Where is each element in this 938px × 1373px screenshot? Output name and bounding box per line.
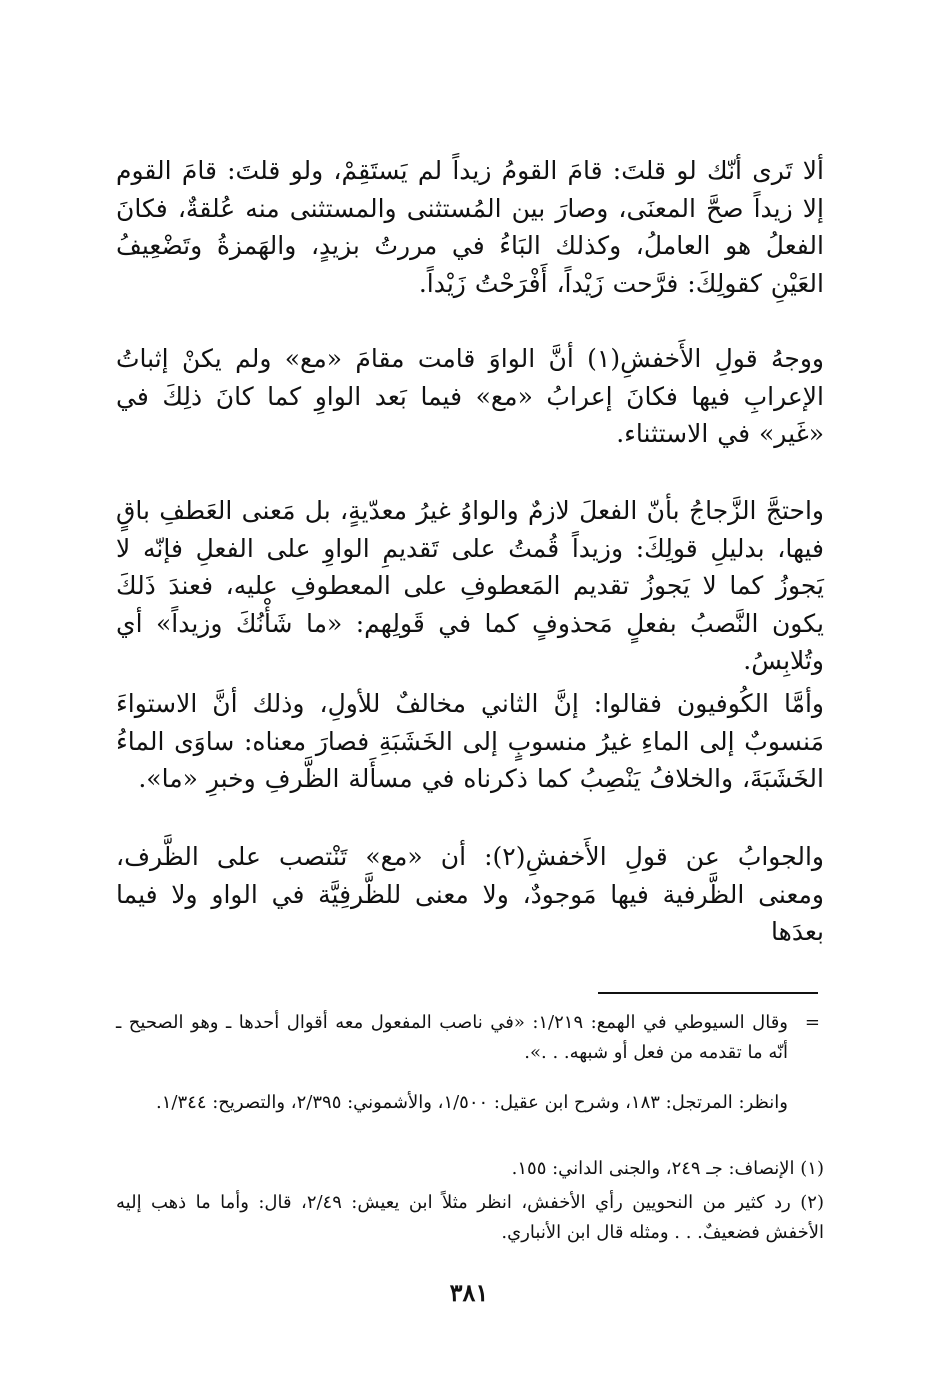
- footnote-separator: [598, 992, 818, 994]
- footnote-1: (١) الإنصاف: جـ ٢٤٩، والجنى الداني: ١٥٥.: [511, 1158, 824, 1179]
- footnotes: [116, 1008, 824, 1243]
- footnote-see-also: وانظر: المرتجل: ١٨٣، وشرح ابن عقيل: ١/٥٠٠، والأشموني: ٢/٣٩٥، والتصريح: ١/٣٤٤.: [156, 1092, 788, 1113]
- footnote-2: (٢) رد كثير من النحويين رأي الأخفش، انظر مثلاً ابن يعيش: ٢/٤٩، قال: وأما ما ذهب إليه الأخفش فضعيفٌ. . . ومثله قال ابن الأنباري.: [116, 1192, 824, 1243]
- page-number: ٣٨١: [449, 1278, 489, 1307]
- footnote-continued-text: وقال السيوطي في الهمع: ١/٢١٩: «في ناصب المفعول معه أقوال أحدها ـ وهو الصحيح ـ أنّه ما تقدمه من فعل أو شبهه. . .».: [116, 1012, 788, 1063]
- paragraph-2: ووجهُ قولِ الأَخفشِ(١) أنَّ الواوَ قامت مقامَ «مع» ولم يكنْ إثباتُ الإعرابِ فيها فكانَ إعرابُ «مع» فيما بَعد الواوِ كما كانَ ذلِكَ في «غَير» في الاستثناء.: [116, 344, 825, 448]
- footnote-continued: [116, 1008, 824, 1068]
- paragraph-5: والجوابُ عن قولِ الأَخفشِ(٢): أن «مع» تَنْتصب على الظَّرف، ومعنى الظَّرفية فيها مَوجودٌ، ولا معنى للظَّرفِيَّة في الواو ولا فيما بعدَها: [116, 842, 824, 946]
- paragraph-3: واحتجَّ الزَّجاجُ بأنّ الفعلَ لازمٌ والواوُ غيرُ معدّيةٍ، بل مَعنى العَطفِ باقٍ فيها، بدليلِ قولِكَ: وزيداً قُمتُ على تَقديمِ الواوِ على الفعلِ فإنّه لا يَجوزُ كما لا يَجوزُ تقديم المَعطوفِ على المعطوفِ عليه، فعندَ ذَلكَ يكون النَّصبُ بفعلٍ مَحذوفٍ كما في قَولِهم: «ما شَأْنُكَ وزيداً» أي وتُلابِسُ.: [116, 496, 824, 675]
- paragraph-1: ألا تَرى أنّك لو قلتَ: قامَ القومُ زيداً لم يَستَقِمْ، ولو قلتَ: قامَ القوم إلا زيداً صحَّ المعنَى، وصارَ بين المُستثنى والمستثنى منه عُلقةٌ، فكانَ الفعلُ هو العاملُ، وكذلك البَاءُ في مررتُ بزيدٍ، والهَمزةُ وتَضْعِيفُ العَيْنِ كقولِكَ: فرَّحت زَيْداً، أَفْرَحْتُ زَيْداً.: [116, 156, 824, 298]
- continuation-mark: =: [804, 1012, 820, 1033]
- main-text: [116, 152, 825, 946]
- paragraph-4: وأمَّا الكُوفيون فقالوا: إنَّ الثاني مخالفٌ للأولِ، وذلك أنَّ الاستواءَ مَنسوبٌ إلى الماءِ غيرُ منسوبٍ إلى الخَشَبَةِ فصارَ معناه: ساوَى الماءُ الخَشَبَةَ، والخلافُ يَنْصِبُ كما ذكرناه في مسأَلة الظَّرفِ وخبرِ «ما».: [116, 689, 824, 793]
